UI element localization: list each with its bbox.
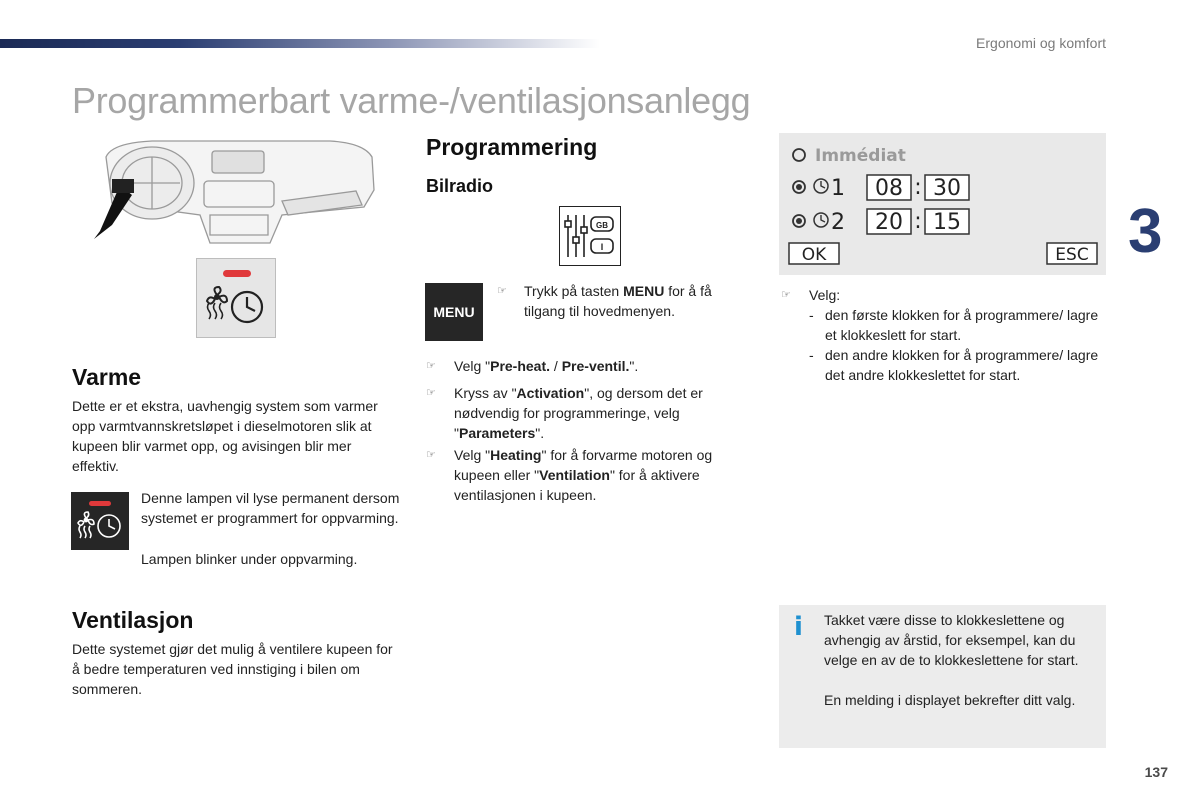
- velg-block: [781, 285, 1101, 385]
- lamp-text-blinks: Lampen blinker under oppvarming.: [141, 551, 358, 567]
- svg-text:2: 2: [831, 210, 845, 235]
- heater-lamp-illustration: [196, 258, 276, 338]
- clock2-minute: 15: [933, 210, 961, 235]
- heater-lamp-icon: [71, 492, 129, 550]
- page-title: Programmerbart varme-/ventilasjonsanlegg: [72, 80, 751, 121]
- velg-item-1: - den første klokken for å programmere/ lagre et klokkeslett for start.: [809, 307, 1099, 343]
- clock-icon: [232, 292, 262, 322]
- pointer-bullet-icon: ☞: [497, 285, 507, 297]
- ventilasjon-heading: Ventilasjon: [72, 607, 194, 633]
- radio-sliders-icon: [559, 206, 621, 266]
- info-icon: i: [794, 612, 803, 642]
- immediate-radio: [793, 149, 805, 161]
- heat-waves-icon: [208, 303, 223, 319]
- fan-icon: [207, 287, 227, 304]
- svg-text:I: I: [600, 242, 604, 252]
- section-label: Ergonomi og komfort: [976, 35, 1106, 51]
- info-text-2: En melding i displayet bekrefter ditt valg.: [824, 692, 1076, 708]
- menu-key-icon: MENU: [425, 283, 483, 341]
- pointer-bullet-icon: ☞: [781, 289, 791, 301]
- step-2: ☞ Velg "Pre-heat. / Pre-ventil.".: [426, 358, 639, 374]
- step-4: ☞ Velg "Heating" for å forvarme motoren og kupeen eller "Ventilation" for å aktivere ventilasjonen i kupeen.: [426, 447, 713, 503]
- lamp-red-indicator: [223, 270, 251, 277]
- page-number: 137: [1144, 764, 1168, 780]
- svg-text::: :: [914, 175, 922, 200]
- pointer-bullet-icon: ☞: [426, 360, 436, 372]
- clock1-minute: 30: [933, 176, 961, 201]
- ventilasjon-body: Dette systemet gjør det mulig å ventilere kupeen for å bedre temperaturen ved innstiging i bilen om sommeren.: [72, 641, 393, 697]
- svg-text:1: 1: [831, 176, 845, 201]
- varme-body: Dette er et ekstra, uavhengig system som varmer opp varmtvannskretsløpet i dieselmotoren slik at kupeen blir varmet opp, og avisingen blir mer effektiv.: [72, 398, 378, 474]
- pointer-bullet-icon: ☞: [426, 449, 436, 461]
- chapter-number: 3: [1128, 197, 1163, 266]
- bilradio-subheading: Bilradio: [426, 176, 494, 196]
- programmering-heading: Programmering: [426, 134, 598, 160]
- varme-heading: Varme: [72, 364, 142, 390]
- svg-text:OK: OK: [801, 245, 827, 265]
- info-text-1: Takket være disse to klokkeslettene og avhengig av årstid, for eksempel, kan du velge en av de to klokkeslettene for start.: [824, 612, 1079, 668]
- velg-item-2: - den andre klokken for å programmere/ lagre det andre klokkeslettet for start.: [809, 347, 1099, 383]
- clock-settings-screen: [779, 133, 1106, 275]
- lamp-text-permanent: Denne lampen vil lyse permanent dersom systemet er programmert for oppvarming.: [141, 490, 400, 526]
- header-gradient-bar: [0, 39, 600, 48]
- svg-text::: :: [914, 209, 922, 234]
- dashboard-illustration: [92, 135, 377, 247]
- clock2-hour: 20: [875, 210, 903, 235]
- svg-text:GB: GB: [596, 221, 608, 230]
- step-1: ☞ Trykk på tasten MENU for å få tilgang til hovedmenyen.: [497, 283, 712, 319]
- clock1-hour: 08: [875, 176, 903, 201]
- immediate-label: Immédiat: [815, 146, 906, 166]
- pointer-bullet-icon: ☞: [426, 387, 436, 399]
- step-3: ☞ Kryss av "Activation", og dersom det er nødvendig for programmeringe, velg "Parameters".: [426, 385, 703, 441]
- svg-text:ESC: ESC: [1055, 245, 1089, 265]
- velg-intro: Velg:: [809, 287, 841, 303]
